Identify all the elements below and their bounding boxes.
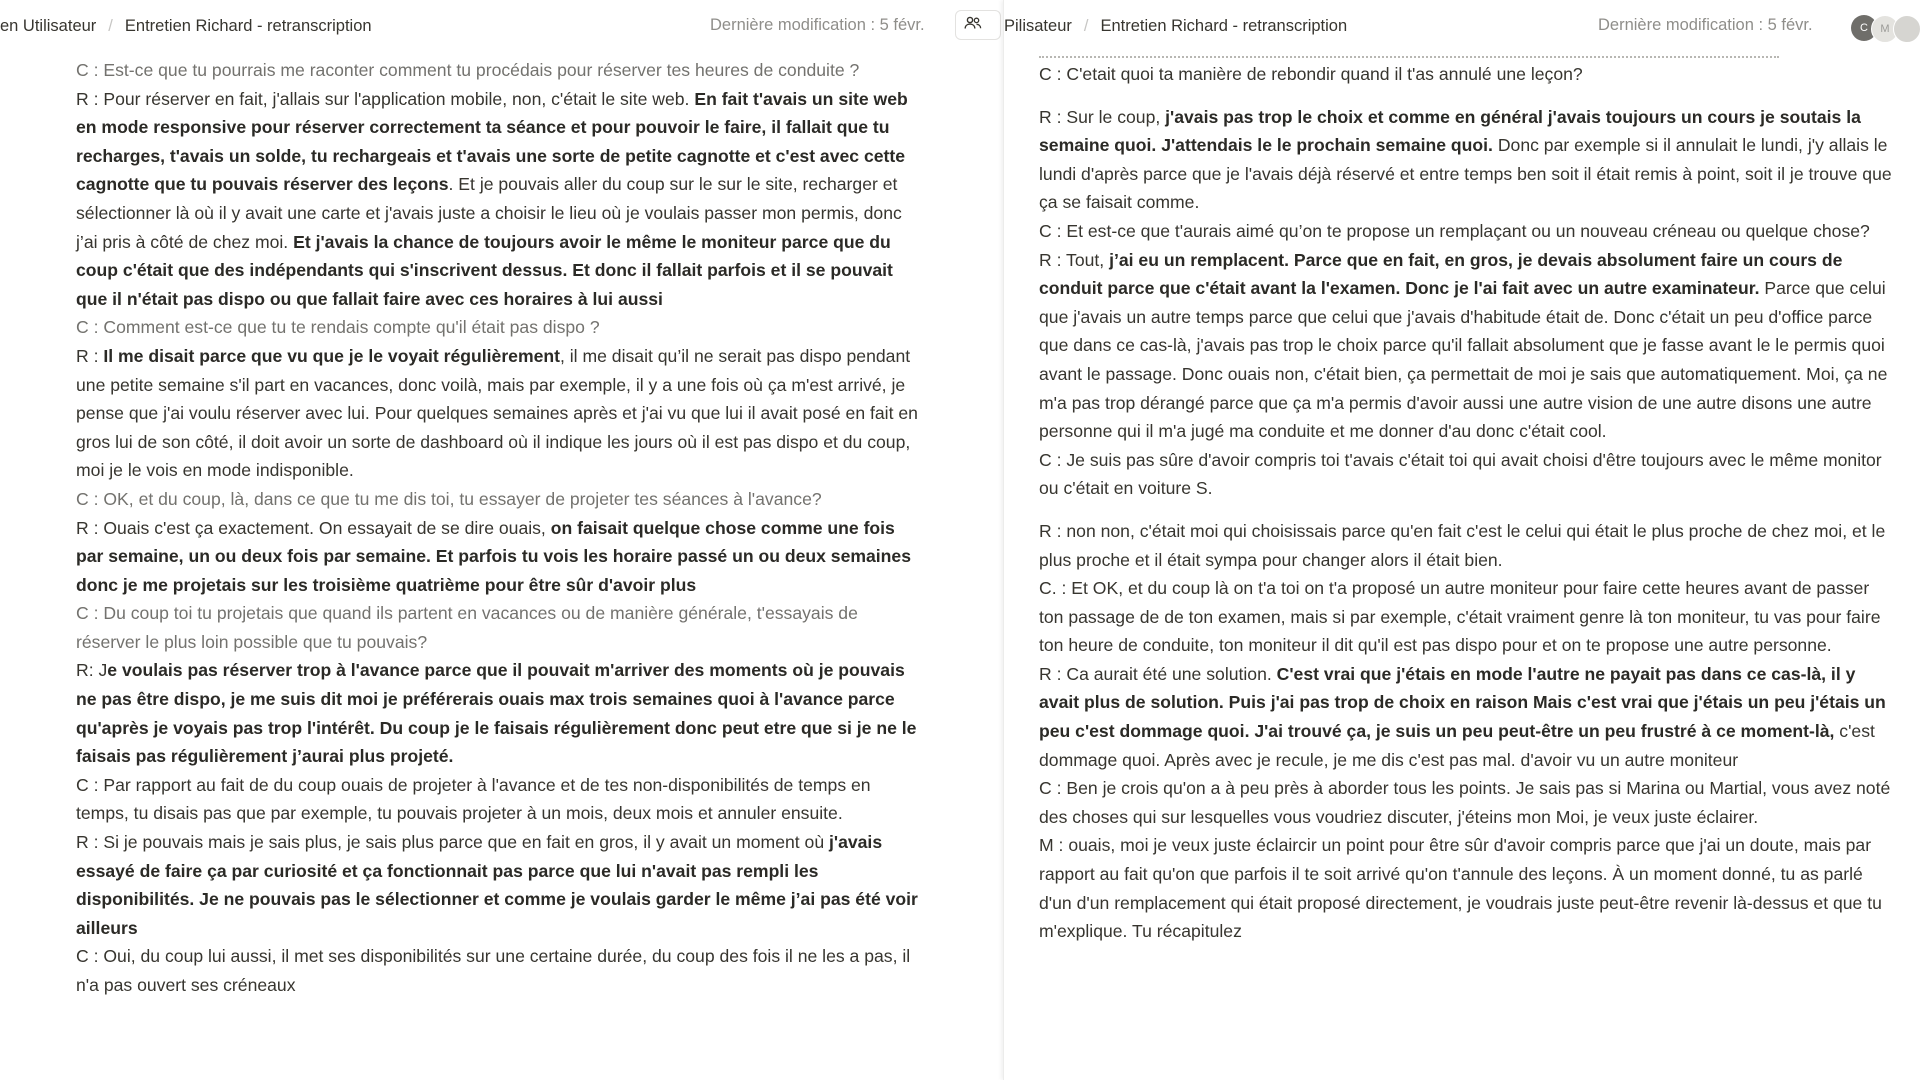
breadcrumb-current-page[interactable]: Entretien Richard - retranscription [124, 16, 372, 35]
text: C : Oui, du coup lui aussi, il met ses disponibilités sur une certaine durée, du coup des fois il ne les a pas, il n'a pas ouvert ses créneaux [76, 946, 911, 995]
text: C : Est-ce que tu pourrais me raconter comment tu procédais pour réserver tes heures de conduite ? [76, 60, 860, 80]
text: c'est dommage quoi. Après avec je recule, je me dis c'est pas mal. d'avoir vu un autre moniteur [1039, 721, 1875, 770]
transcript-paragraph[interactable] [1039, 517, 1897, 574]
transcript-paragraph[interactable] [1039, 246, 1897, 446]
transcript-paragraph[interactable] [76, 599, 919, 656]
transcript-paragraph[interactable] [1039, 103, 1897, 217]
text: Donc par exemple si il annulait le lundi, j'y allais le lundi d'après parce que je l'avais déjà réservé et entre temps ben soit il était remis à point, soit il je trouve que ça se faisait comme. [1039, 135, 1892, 213]
bold-text: j'avais pas trop le choix et comme en général j'avais toujours un cours je soutais la semaine quoi. J'attendais le le prochain semaine quoi. [1039, 106, 1861, 156]
text: R : Ca aurait été une solution. [1039, 663, 1277, 684]
text: R : Sur le coup, [1039, 106, 1166, 127]
breadcrumb-parent[interactable]: Pilisateur [1004, 16, 1072, 35]
transcript-paragraph[interactable] [76, 942, 919, 999]
transcript-paragraph[interactable] [1039, 660, 1897, 774]
text: M : ouais, moi je veux juste éclaircir un point pour être sûr d'avoir compris parce que j'ai un doute, mais par rapport au fait qu'on que parfois il te soit arrivé qu'on t'annule des leçons. À un moment donné, tu as parlé d'un d'un remplacement qui était proposé directement, je voudrais juste peut-être revenir là-dessus et que tu m'explique. Tu récapitulez [1039, 835, 1882, 942]
transcript-paragraph[interactable] [76, 514, 919, 600]
bold-text: e voulais pas réserver trop à l'avance parce que il pouvait m'arriver des moments où je pouvais ne pas être dispo, je me suis dit moi je préférerais ouais max trois semaines quoi à l'avance parce qu'après je voyais pas trop l'intérêt. Du coup je le faisais régulièrement donc peut etre que si je ne le faisais pas régulièrement j’aurai plus projeté. [76, 660, 917, 767]
breadcrumb-separator: / [108, 16, 113, 35]
transcript-paragraph[interactable] [1039, 446, 1897, 503]
bold-text: j'avais essayé de faire ça par curiosité et ça fonctionnait pas parce que lui n'avait pas rempli les disponibilités. Je ne pouvais pas le sélectionner et comme je voulais garder le même j’ai pas été voir ailleurs [76, 832, 918, 938]
avatar[interactable]: C [1851, 15, 1877, 41]
text: Parce que celui que j'avais un autre temps parce que celui que j'avais d'habitude était de. Donc c'était un peu d'office parce que dans ce cas-là, j'avais pas trop le choix parce qu'il fallait absolument que je fasse avant le le permis quoi avant le passage. Donc ouais non, c'était bien, ça permettait de moi je sais que automatiquement. Moi, ça ne m'a pas trop dérangé parce que ça m'a permis d'avoir aussi une autre vision de une autre disons une autre personne qui il m'a jugé ma conduite et me donner d'au donc c'était cool. [1039, 278, 1888, 442]
text: R : Ouais c'est ça exactement. On essayait de se dire ouais, [76, 517, 551, 538]
collaborator-avatars[interactable] [1851, 15, 1920, 41]
transcript-paragraph[interactable] [1039, 774, 1897, 831]
transcript-paragraph[interactable] [76, 485, 919, 514]
transcript-paragraph[interactable] [76, 342, 919, 485]
transcript-paragraph[interactable] [1039, 217, 1897, 246]
breadcrumb-parent[interactable]: en Utilisateur [0, 16, 97, 35]
share-button[interactable] [955, 10, 1001, 40]
bold-text: C'est vrai que j'étais en mode l'autre ne payait pas dans ce cas-là, il y avait plus de solution. Puis j'ai pas trop de choix en raison Mais c'est vrai que j'étais un peu j'étais un peu c'est dommage quoi. J'ai trouvé ça, je suis un peu peut-être un peu frustré à ce moment-là, [1039, 663, 1886, 742]
people-icon [964, 16, 982, 35]
text: R : Pour réserver en fait, j'allais sur l'application mobile, non, c'était le site web. [76, 88, 695, 109]
text: C : C'etait quoi ta manière de rebondir quand il t'as annulé une leçon? [1039, 64, 1583, 84]
bold-text: Et j'avais la chance de toujours avoir le même le moniteur parce que du coup c'était que des indépendants qui s'inscrivent dessus. Et donc il fallait parfois et il se pouvait que il n'était pas dispo ou que fallait faire avec ces horaires à lui aussi [76, 231, 893, 309]
text: C : Et est-ce que t'aurais aimé qu’on te propose un remplaçant ou un nouveau créneau ou quelque chose? [1039, 220, 1870, 241]
transcript-paragraph[interactable] [76, 828, 919, 942]
text: C : OK, et du coup, là, dans ce que tu me dis toi, tu essayer de projeter tes séances à l'avance? [76, 488, 822, 509]
transcript-paragraph[interactable] [76, 656, 919, 770]
avatar[interactable] [1893, 15, 1920, 43]
text: C : Comment est-ce que tu te rendais compte qu'il était pas dispo ? [76, 317, 600, 338]
right-pane [1003, 0, 1920, 1080]
transcript-paragraph[interactable] [76, 313, 919, 342]
text: , il me disait qu’il ne serait pas dispo pendant une petite semaine s'il part en vacances, donc voilà, mais par exemple, il y a une fois où ça m'est arrivé, je pense que j'ai voulu réserver avec lui. Pour quelques semaines après et j'ai vu que lui il avait posé en fait en gros lui de son côté, il doit avoir un sorte de dashboard où il indique les jours où il est pas dispo et du coup, moi je le vois en mode indisponible. [76, 345, 918, 481]
avatar[interactable]: M [1871, 15, 1899, 43]
text: C : Par rapport au fait de du coup ouais de projeter à l'avance et de tes non-disponibilités de temps en temps, tu disais pas que par exemple, tu pouvais projeter à un mois, deux mois et annuler ensuite. [76, 774, 871, 824]
transcript-paragraph[interactable] [1039, 574, 1897, 660]
last-modified: Dernière modification : 5 févr. [1598, 16, 1813, 34]
document-body[interactable] [1004, 60, 1920, 946]
bold-text: Il me disait parce que vu que je le voyait régulièrement [103, 345, 560, 366]
transcript-paragraph[interactable] [76, 771, 919, 828]
bold-text: En fait t'avais un site web en mode responsive pour réserver correctement ta séance et pour pouvoir le faire, il fallait que tu recharges, t'avais un solde, tu rechargeais et t'avais une sorte de petite cagnotte et c'est avec cette cagnotte que tu pouvais réserver des leçons [76, 88, 908, 195]
text: C. : Et OK, et du coup là on t'a toi on t'a proposé un autre moniteur pour faire cette heures avant de passer ton passage de de ton examen, mais si par exemple, c'était vraiment genre là ton moniteur, tu vas pour faire ton heure de conduite, ton moniteur il dit qu'il est pas dispo pour et on te propose une autre personne. [1039, 578, 1881, 656]
transcript-paragraph[interactable] [1039, 831, 1897, 945]
text: R : non non, c'était moi qui choisissais parce qu'en fait c'est le celui qui était le plus proche de chez moi, et le plus proche et il était sympa pour changer alors il était bien. [1039, 520, 1886, 570]
text: C : Ben je crois qu'on a à peu près à aborder tous les points. Je sais pas si Marina ou Martial, vous avez noté des choses qui sur lesquelles vous voudriez discuter, j'éteins mon Moi, je veux juste éclairer. [1039, 778, 1891, 827]
document-body[interactable] [0, 56, 1003, 1000]
text: R : Tout, [1039, 249, 1110, 270]
bold-text: on faisait quelque chose comme une fois par semaine, un ou deux fois par semaine. Et parfois tu vois les horaire passé un ou deux semaines donc je me projetais sur les troisième quatrième pour être sûr d'avoir plus [76, 517, 911, 595]
clipped-line [1039, 52, 1897, 58]
text: C : Du coup toi tu projetais que quand ils partent en vacances ou de manière générale, t'essayais de réserver le plus loin possible que tu pouvais? [76, 603, 858, 652]
last-modified: Dernière modification : 5 févr. [710, 16, 925, 34]
transcript-paragraph[interactable] [76, 85, 919, 314]
transcript-paragraph[interactable] [1039, 60, 1897, 89]
text: . Et je pouvais aller du coup sur le sur le site, recharger et sélectionner là où il y avait une carte et j'avais juste a choisir le lieu où je voulais passer mon permis, donc j’ai pris à côté de chez moi. [76, 174, 902, 252]
bold-text: j’ai eu un remplacent. Parce que en fait, en gros, je devais absolument faire un cours de conduit parce que c'était avant la l'examen. Donc je l'ai fait avec un autre examinateur. [1039, 249, 1843, 299]
text: R : [76, 345, 104, 366]
breadcrumb-current-page[interactable]: Entretien Richard - retranscription [1100, 16, 1348, 35]
breadcrumb-separator: / [1083, 16, 1089, 35]
text: R : Si je pouvais mais je sais plus, je sais plus parce que en fait en gros, il y avait un moment où [76, 832, 829, 853]
text: C : Je suis pas sûre d'avoir compris toi t'avais c'était toi qui avait choisi d'être toujours avec le même monitor ou c'était en voiture S. [1039, 449, 1882, 499]
text: R: J [76, 660, 108, 681]
transcript-paragraph[interactable] [76, 56, 919, 85]
